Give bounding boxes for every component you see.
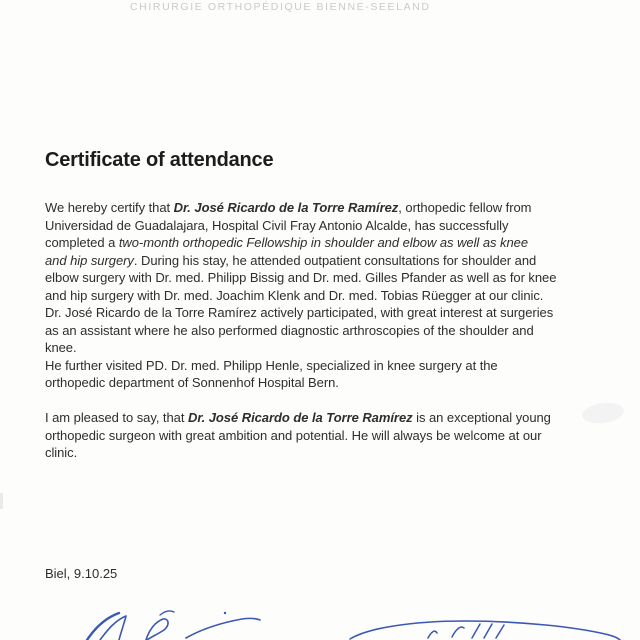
text-run: knee. — [45, 340, 77, 355]
body-line — [45, 374, 556, 392]
scan-smudge — [581, 400, 625, 426]
text-run: completed a — [45, 235, 119, 250]
text-run: Universidad de Guadalajara, Hospital Civil Fray Antonio Alcalde, has successfully — [45, 217, 509, 233]
text-run: He further visited PD. Dr. med. Philipp Henle, specialized in knee surgery at the — [45, 357, 498, 373]
text-run: We hereby certify that — [45, 200, 174, 215]
text-run: orthopedic department of Sonnenhof Hospital Bern. — [45, 375, 339, 390]
body-line — [45, 287, 556, 305]
text-run: , orthopedic fellow from — [398, 200, 532, 215]
body-line — [45, 269, 556, 287]
body-line — [45, 357, 556, 375]
text-run: is an exceptional young — [412, 410, 551, 425]
signature-right-icon — [350, 621, 620, 640]
body-paragraph-main — [45, 199, 556, 392]
text-run: Dr. José Ricardo de la Torre Ramírez — [173, 200, 399, 215]
text-run: orthopedic surgeon with great ambition and potential. He will always be welcome at our — [45, 427, 542, 443]
body-line — [45, 409, 551, 427]
body-line — [45, 234, 556, 252]
page-title: Certificate of attendance — [45, 149, 274, 172]
body-line — [45, 217, 556, 235]
place-and-date: Biel, 9.10.25 — [45, 566, 118, 581]
text-run: I am pleased to say, that — [45, 410, 188, 425]
text-run: Dr. José Ricardo de la Torre Ramírez — [187, 410, 413, 425]
body-line — [45, 339, 556, 357]
body-line — [45, 304, 556, 322]
body-line — [45, 322, 556, 340]
signatures-row — [0, 592, 640, 640]
body-paragraph-closing — [45, 409, 551, 462]
body-line — [45, 427, 551, 445]
scan-edge-artifact — [0, 493, 3, 509]
body-line — [45, 252, 556, 270]
body-line — [45, 444, 551, 462]
text-run: clinic. — [45, 445, 78, 460]
signature-left-icon — [87, 611, 260, 640]
text-run: elbow surgery with Dr. med. Philipp Bissig and Dr. med. Gilles Pfander as well as for knee — [45, 270, 557, 285]
letterhead-text: CHIRURGIE ORTHOPÉDIQUE BIENNE-SEELAND — [130, 1, 431, 13]
text-run: and hip surgery — [45, 252, 134, 268]
body-line — [45, 199, 556, 217]
text-run: as an assistant where he also performed diagnostic arthroscopies of the shoulder and — [45, 322, 534, 338]
text-run: and hip surgery with Dr. med. Joachim Klenk and Dr. med. Tobias Rüegger at our clinic. — [45, 287, 544, 303]
text-run: two-month orthopedic Fellowship in shoulder and elbow as well as knee — [118, 235, 529, 250]
text-run: Dr. José Ricardo de la Torre Ramírez actively participated, with great interest at surgeries — [45, 305, 554, 320]
text-run: . During his stay, he attended outpatient consultations for shoulder and — [133, 252, 537, 268]
